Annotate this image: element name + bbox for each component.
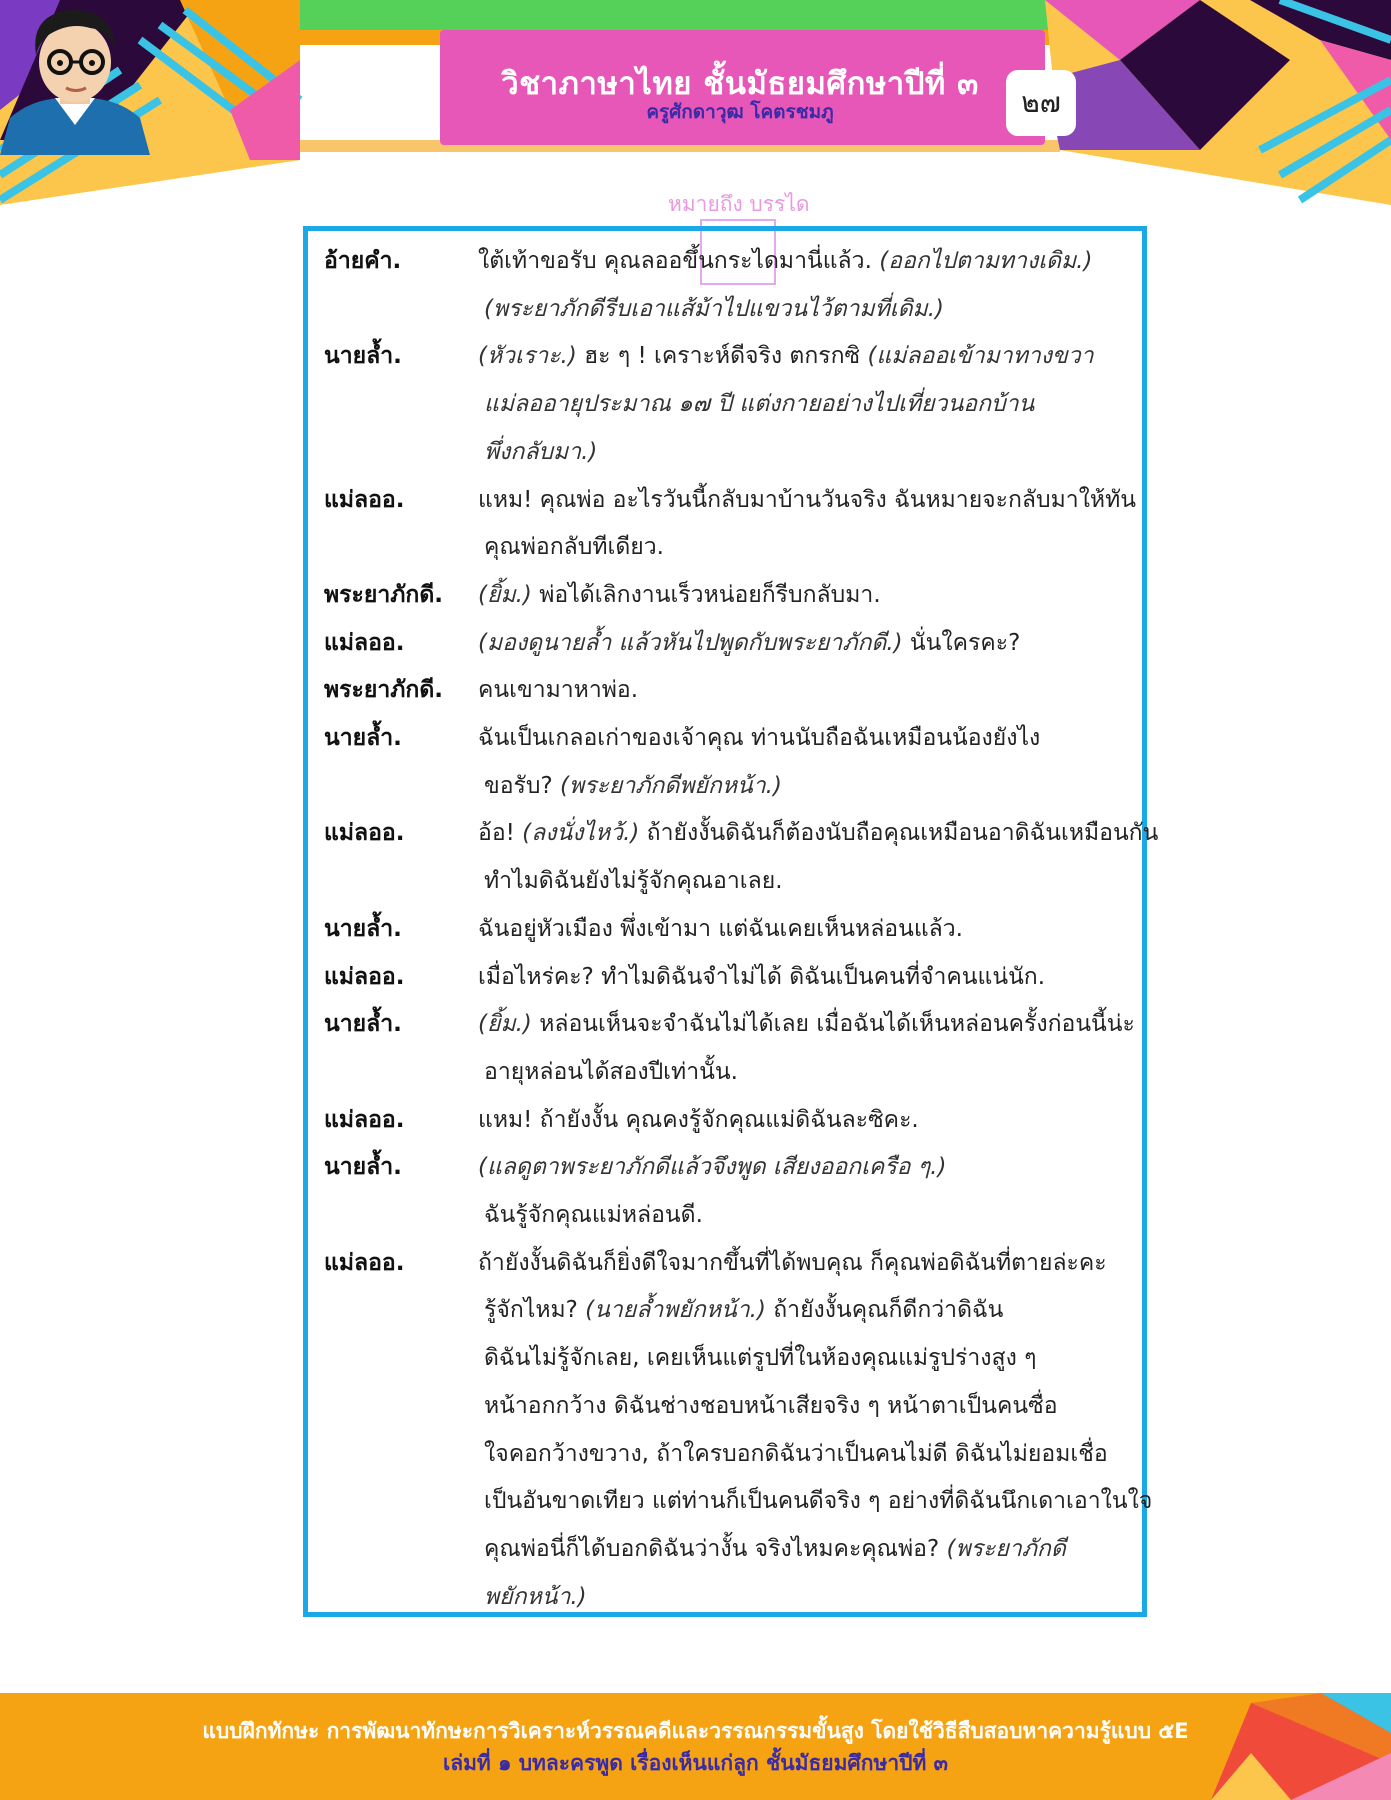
dialogue-text — [478, 239, 1092, 283]
spoken-text: นั่นใครคะ? — [902, 629, 1021, 656]
dialogue-text — [484, 1575, 587, 1619]
spoken-text: คนเขามาหาพ่อ. — [478, 677, 639, 704]
teacher-name: ครูศักดาวุฒ โคตรชมภู — [646, 101, 834, 123]
stage-direction: (พระยาภักดีพยักหน้า.) — [560, 772, 782, 799]
dialogue-text — [484, 1193, 703, 1237]
speaker-name: นายล้ำ. — [324, 1011, 402, 1038]
speaker-name: นายล้ำ. — [324, 1154, 402, 1181]
script-line — [308, 621, 1138, 665]
speaker-name: แม่ลออ. — [324, 486, 405, 513]
spoken-text: ถ้ายังงั้นดิฉันก็ต้องนับถือคุณเหมือนอาดิฉันเหมือนกัน — [639, 820, 1159, 847]
script-line — [308, 668, 1138, 712]
dialogue-text — [484, 1050, 738, 1094]
speaker-name: แม่ลออ. — [324, 1106, 405, 1133]
spoken-text: หล่อนเห็นจะจำฉันไม่ได้เลย เมื่อฉันได้เห็นหล่อนครั้งก่อนนี้น่ะ — [531, 1011, 1135, 1038]
spoken-text: ถ้ายังงั้นดิฉันก็ยิ่งดีใจมากขึ้นที่ได้พบคุณ ก็คุณพ่อดิฉันที่ตายล่ะคะ — [478, 1249, 1107, 1276]
script-line — [308, 764, 1138, 808]
script-line — [308, 955, 1138, 999]
script-line — [308, 1479, 1153, 1523]
spoken-text: เป็นอันขาดเทียว แต่ท่านก็เป็นคนดีจริง ๆ อย่างที่ดิฉันนึกเดาเอาในใจ — [484, 1488, 1153, 1515]
dialogue-text — [484, 1336, 1036, 1380]
script-line — [308, 907, 1138, 951]
spoken-text: อายุหล่อนได้สองปีเท่านั้น. — [484, 1058, 738, 1085]
stage-direction: (ลงนั่งไหว้.) — [522, 820, 640, 847]
dialogue-text — [484, 1432, 1108, 1476]
spoken-text: คุณพ่อนี่ก็ได้บอกดิฉันว่างั้น จริงไหมคะคุณพ่อ? — [484, 1535, 947, 1562]
spoken-text: ขอรับ? — [484, 772, 561, 799]
teacher-avatar-icon — [0, 0, 150, 155]
spoken-text: พ่อได้เลิกงานเร็วหน่อยก็รีบกลับมา. — [531, 581, 881, 608]
script-line — [308, 573, 1138, 617]
script-line — [308, 716, 1138, 760]
spoken-text: ดิฉันไม่รู้จักเลย, เคยเห็นแต่รูปที่ในห้องคุณแม่รูปร่างสูง ๆ — [484, 1345, 1037, 1372]
stage-direction: (นายล้ำพยักหน้า.) — [585, 1297, 766, 1324]
script-line — [308, 1145, 1138, 1189]
script-line — [308, 1288, 1138, 1332]
stage-direction: (ออกไปตามทางเดิม.) — [879, 248, 1093, 274]
stage-direction: (พระยาภักดี — [946, 1535, 1066, 1562]
script-line — [308, 1193, 1138, 1237]
speaker-name: แม่ลออ. — [324, 963, 405, 990]
spoken-text: ทำไมดิฉันยังไม่รู้จักคุณอาเลย. — [484, 868, 783, 895]
speaker-name: แม่ลออ. — [324, 629, 405, 656]
stage-direction: (หัวเราะ.) — [478, 343, 577, 370]
spoken-text: ฉันเป็นเกลอเก่าของเจ้าคุณ ท่านนับถือฉันเหมือนน้องยังไง — [478, 725, 1041, 751]
script-line — [308, 1432, 1138, 1476]
script-line — [308, 1002, 1138, 1046]
dialogue-text — [478, 811, 1158, 855]
script-line — [308, 1384, 1138, 1428]
spoken-text: รู้จักไหม? — [484, 1297, 586, 1324]
spoken-text: แหม! ถ้ายังงั้น คุณคงรู้จักคุณแม่ดิฉันละซิคะ. — [478, 1106, 919, 1133]
dialogue-text — [484, 287, 944, 331]
stage-direction: (มองดูนายล้ำ แล้วหันไปพูดกับพระยาภักดี.) — [478, 629, 903, 656]
script-line — [308, 430, 1138, 474]
dialogue-text — [478, 1098, 919, 1142]
spoken-text: ฉันรู้จักคุณแม่หล่อนดี. — [484, 1202, 703, 1228]
speaker-name: อ้ายคำ. — [324, 248, 402, 274]
spoken-text: ถ้ายังงั้นคุณก็ดีกว่าดิฉัน — [765, 1297, 1004, 1324]
spoken-text: อ้อ! — [478, 820, 523, 847]
dialogue-text — [484, 859, 783, 903]
stage-direction: พึ่งกลับมา.) — [484, 438, 598, 465]
stage-direction: (ยิ้ม.) — [478, 581, 532, 608]
speaker-name: พระยาภักดี. — [324, 677, 444, 704]
stage-direction: (พระยาภักดีรีบเอาแส้ม้าไปแขวนไว้ตามที่เดิม.) — [484, 295, 944, 322]
footer-title: แบบฝึกทักษะ การพัฒนาทักษะการวิเคราะห์วรรณคดีและวรรณกรรมขั้นสูง โดยใช้วิธีสืบสอบหาความรู้แบบ ๕E — [202, 1719, 1189, 1743]
script-line — [308, 334, 1138, 378]
dialogue-text — [484, 382, 1034, 426]
script-line — [308, 1527, 1138, 1571]
page-header — [0, 0, 1391, 205]
script-line — [308, 1098, 1138, 1142]
dialogue-text — [478, 668, 638, 712]
script-line — [308, 1050, 1138, 1094]
spoken-text: แหม! คุณพ่อ อะไรวันนี้กลับมาบ้านวันจริง ฉันหมายจะกลับมาให้ทัน — [478, 486, 1136, 513]
dialogue-text — [484, 764, 782, 808]
spoken-text: ใต้เท้าขอรับ คุณลออขึ้นกระไดมานี่แล้ว. — [478, 248, 880, 274]
script-line — [308, 1336, 1138, 1380]
script-line — [308, 811, 1159, 855]
speaker-name: นายล้ำ. — [324, 915, 402, 942]
speaker-name: นายล้ำ. — [324, 343, 402, 370]
script-frame — [303, 226, 1159, 1617]
dialogue-text — [478, 1145, 946, 1189]
stage-direction: (ยิ้ม.) — [478, 1011, 532, 1038]
spoken-text: เมื่อไหร่คะ? ทำไมดิฉันจำไม่ได้ ดิฉันเป็นคนที่จำคนแน่นัก. — [478, 963, 1046, 990]
page-footer — [0, 1693, 1391, 1800]
spoken-text: ใจคอกว้างขวาง, ถ้าใครบอกดิฉันว่าเป็นคนไม่ดี ดิฉันไม่ยอมเชื่อ — [484, 1440, 1108, 1467]
dialogue-text — [478, 1241, 1107, 1285]
dialogue-text — [478, 1002, 1135, 1046]
speaker-name: แม่ลออ. — [324, 1249, 405, 1276]
dialogue-text — [484, 430, 597, 474]
script-line — [308, 1575, 1138, 1619]
page-number: ๒๗ — [1006, 70, 1076, 136]
footer-subtitle: เล่มที่ ๑ บทละครพูด เรื่องเห็นแก่ลูก ชั้นมัธยมศึกษาปีที่ ๓ — [443, 1751, 948, 1775]
stage-direction: (แลดูตาพระยาภักดีแล้วจึงพูด เสียงออกเครือ ๆ.) — [478, 1154, 947, 1181]
dialogue-text — [484, 1527, 1066, 1571]
spoken-text: ฉันอยู่หัวเมือง พึ่งเข้ามา แต่ฉันเคยเห็นหล่อนแล้ว. — [478, 915, 963, 942]
script-line — [308, 287, 1138, 331]
speaker-name: นายล้ำ. — [324, 725, 402, 751]
dialogue-text — [478, 573, 881, 617]
dialogue-text — [484, 1384, 1058, 1428]
dialogue-text — [478, 478, 1136, 522]
dialogue-text — [478, 334, 1094, 378]
script-line — [308, 859, 1138, 903]
stage-direction: พยักหน้า.) — [484, 1583, 587, 1610]
speaker-name: แม่ลออ. — [324, 820, 405, 847]
script-line — [308, 382, 1138, 426]
annotation-note: หมายถึง บรรได — [668, 192, 810, 216]
dialogue-text — [478, 621, 1020, 665]
dialogue-text — [484, 1479, 1152, 1523]
stage-direction: แม่ลออายุประมาณ ๑๗ ปี แต่งกายอย่างไปเที่ยวนอกบ้าน — [484, 391, 1035, 418]
script-line — [308, 239, 1138, 283]
spoken-text: ฮะ ๆ ! เคราะห์ดีจริง ตกรกซิ — [576, 343, 868, 370]
page-title: วิชาภาษาไทย ชั้นมัธยมศึกษาปีที่ ๓ — [501, 66, 979, 102]
spoken-text: คุณพ่อกลับทีเดียว. — [484, 534, 664, 561]
dialogue-text — [478, 716, 1040, 760]
dialogue-text — [484, 1288, 1003, 1332]
script-line — [308, 1241, 1138, 1285]
dialogue-text — [478, 955, 1045, 999]
speaker-name: พระยาภักดี. — [324, 581, 444, 608]
script-line — [308, 478, 1138, 522]
spoken-text: หน้าอกกว้าง ดิฉันช่างชอบหน้าเสียจริง ๆ หน้าตาเป็นคนซื่อ — [484, 1392, 1058, 1419]
stage-direction: (แม่ลออเข้ามาทางขวา — [867, 343, 1094, 370]
dialogue-text — [484, 525, 664, 569]
dialogue-text — [478, 907, 963, 951]
script-line — [308, 525, 1138, 569]
